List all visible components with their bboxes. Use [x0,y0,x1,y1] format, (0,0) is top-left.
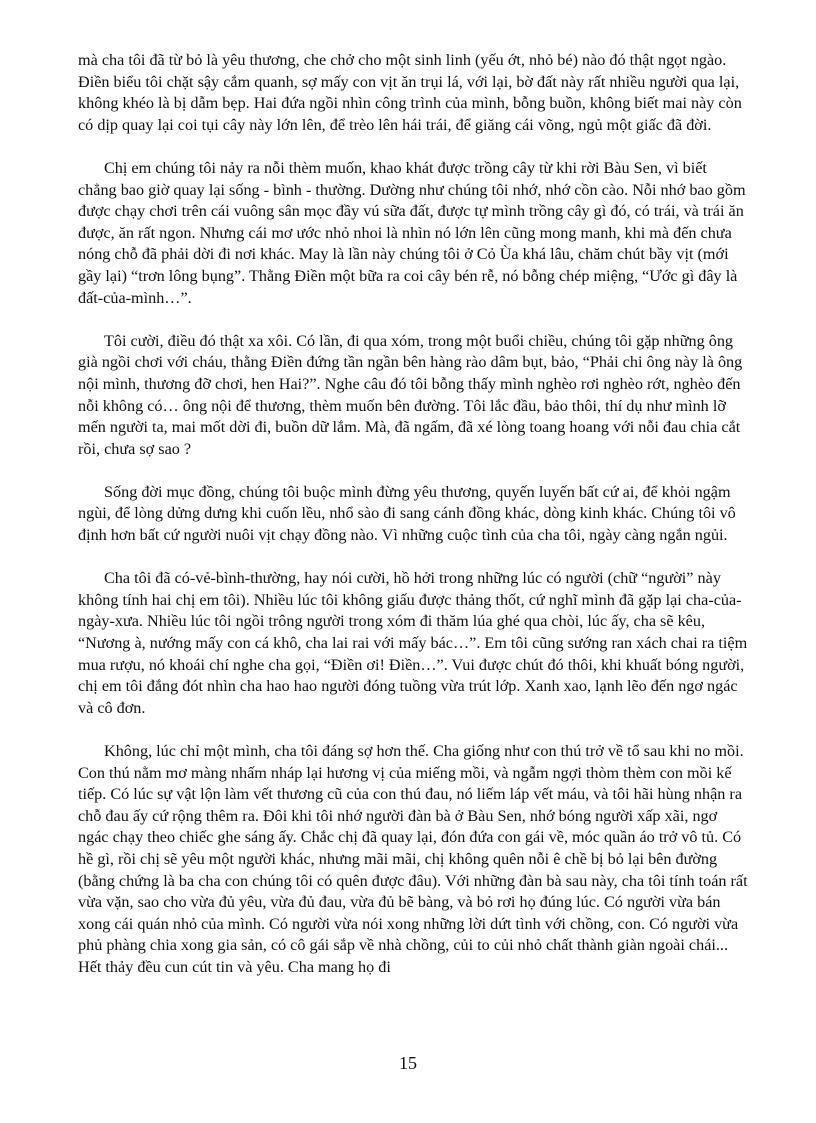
page-number: 15 [399,1053,417,1073]
paragraph-2: Chị em chúng tôi nảy ra nỗi thèm muốn, khao khát được trồng cây từ khi rời Bàu Sen, vì biết chẳng bao giờ quay lại sống - bình - thường. Dường như chúng tôi nhớ, nhớ cồn cào. Nỗi nhớ bao gồm được chạy chơi trên cái vuông sân mọc đầy vú sữa đất, được tự mình trồng cây gì đó, có trái, và trái ăn được, ăn rất ngon. Nhưng cái mơ ước nhỏ nhoi là nhìn nó lớn lên cũng mong manh, khi mà đến chưa nóng chỗ đã phải dời đi nơi khác. May là lần này chúng tôi ở Cỏ Ùa khá lâu, chăm chút bầy vịt (mới gầy lại) “trơn lông bụng”. Thằng Điền một bữa ra coi cây bén rễ, nó bỗng chép miệng, “Ước gì đây là đất-của-mình…”. [78,158,746,307]
paragraph-5: Cha tôi đã có-vẻ-bình-thường, hay nói cười, hồ hởi trong những lúc có người (chữ “người” này không tính hai chị em tôi). Nhiều lúc tôi không giấu được thảng thốt, cứ nghĩ mình đã gặp lại cha-của-ngày-xưa. Nhiều lúc tôi ngồi trông người trong xóm đi thăm lúa ghé qua chòi, lúc ấy, cha sẽ kêu, “Nương à, nướng mấy con cá khô, cha lai rai với mấy bác…”. Em tôi cũng sướng ran xách chai ra tiệm mua rượu, nó khoái chí nghe cha gọi, “Điền ơi! Điền…”. Vui được chút đó thôi, khi khuất bóng người, chị em tôi đắng đót nhìn cha hao hao người đóng tuồng vừa trút lớp. Xanh xao, lạnh lẽo đến ngơ ngác và cô đơn. [78,569,748,717]
paragraph-1: mà cha tôi đã từ bỏ là yêu thương, che chở cho một sinh linh (yếu ớt, nhỏ bé) nào đó thật ngọt ngào. Điền biểu tôi chặt sậy cắm quanh, sợ mấy con vịt ăn trụi lá, với lại, bờ đất này rất nhiều người qua lại, không khéo là bị dẫm bẹp. Hai đứa ngồi nhìn công trình của mình, bỗng buồn, không biết mai này còn có dịp quay lại coi tụi cây này lớn lên, để trèo lên hái trái, để giăng cái võng, ngủ một giấc đã đời. [78,51,742,134]
page-body [78,50,748,1000]
paragraph-3: Tôi cười, điều đó thật xa xôi. Có lần, đi qua xóm, trong một buổi chiều, chúng tôi gặp những ông già ngồi chơi với cháu, thằng Điền đứng tần ngần bên hàng rào dâm bụt, bảo, “Phải chi ông này là ông nội mình, thương đỡ chơi, hen Hai?”. Nghe câu đó tôi bỗng thấy mình nghèo rơi nghèo rớt, nghèo đến nỗi không có… ông nội để thương, thèm muốn bên đường. Tôi lắc đầu, bảo thôi, thí dụ như mình lỡ mến người ta, mai mốt dời đi, buồn dữ lắm. Mà, đã ngấm, đã xé lòng toang hoang với nỗi đau chia cắt rồi, chưa sợ sao ? [78,331,743,458]
paragraph-4: Sống đời mục đồng, chúng tôi buộc mình đừng yêu thương, quyến luyến bất cứ ai, để khỏi ngậm ngùi, để lòng dửng dưng khi cuốn lều, nhổ sào đi sang cánh đồng khác, dòng kinh khác. Chúng tôi vô định hơn bất cứ người nuôi vịt chạy đồng nào. Vì những cuộc tình của cha tôi, ngày càng ngắn ngủi. [78,482,736,545]
paragraph-6: Không, lúc chỉ một mình, cha tôi đáng sợ hơn thế. Cha giống như con thú trở về tổ sau khi no mồi. Con thú nằm mơ màng nhấm nháp lại hương vị của miếng mồi, và ngẫm ngợi thòm thèm con mồi kế tiếp. Có lúc sự vật lộn làm vết thương cũ của con thú đau, nó liếm láp vết máu, và tôi hãi hùng nhận ra chỗ đau ấy cứ rộng thêm ra. Đôi khi tôi nhớ người đàn bà ở Bàu Sen, nhớ bóng người xấp xãi, ngơ ngác chạy theo chiếc ghe sáng ấy. Chắc chị đã quay lại, đón đứa con gái về, móc quần áo trở vô tủ. Có hề gì, rồi chị sẽ yêu một người khác, nhưng mãi mãi, chị không quên nỗi ê chề bị bỏ lại bên đường (bằng chứng là ba cha con chúng tôi có quên được đâu). Với những đàn bà sau này, cha tôi tính toán rất vừa vặn, sao cho vừa đủ yêu, vừa đủ đau, vừa đủ bẽ bàng, và bỏ rơi họ đúng lúc. Có người vừa bán xong cái quán nhỏ của mình. Có người vừa nói xong những lời dứt tình với chồng, con. Có người vừa phủ phàng chia xong gia sản, có cô gái sắp về nhà chồng, củi to củi nhỏ chất thành giàn ngoài chái... Hết thảy đều cun cút tin và yêu. Cha mang họ đi [78,742,748,976]
